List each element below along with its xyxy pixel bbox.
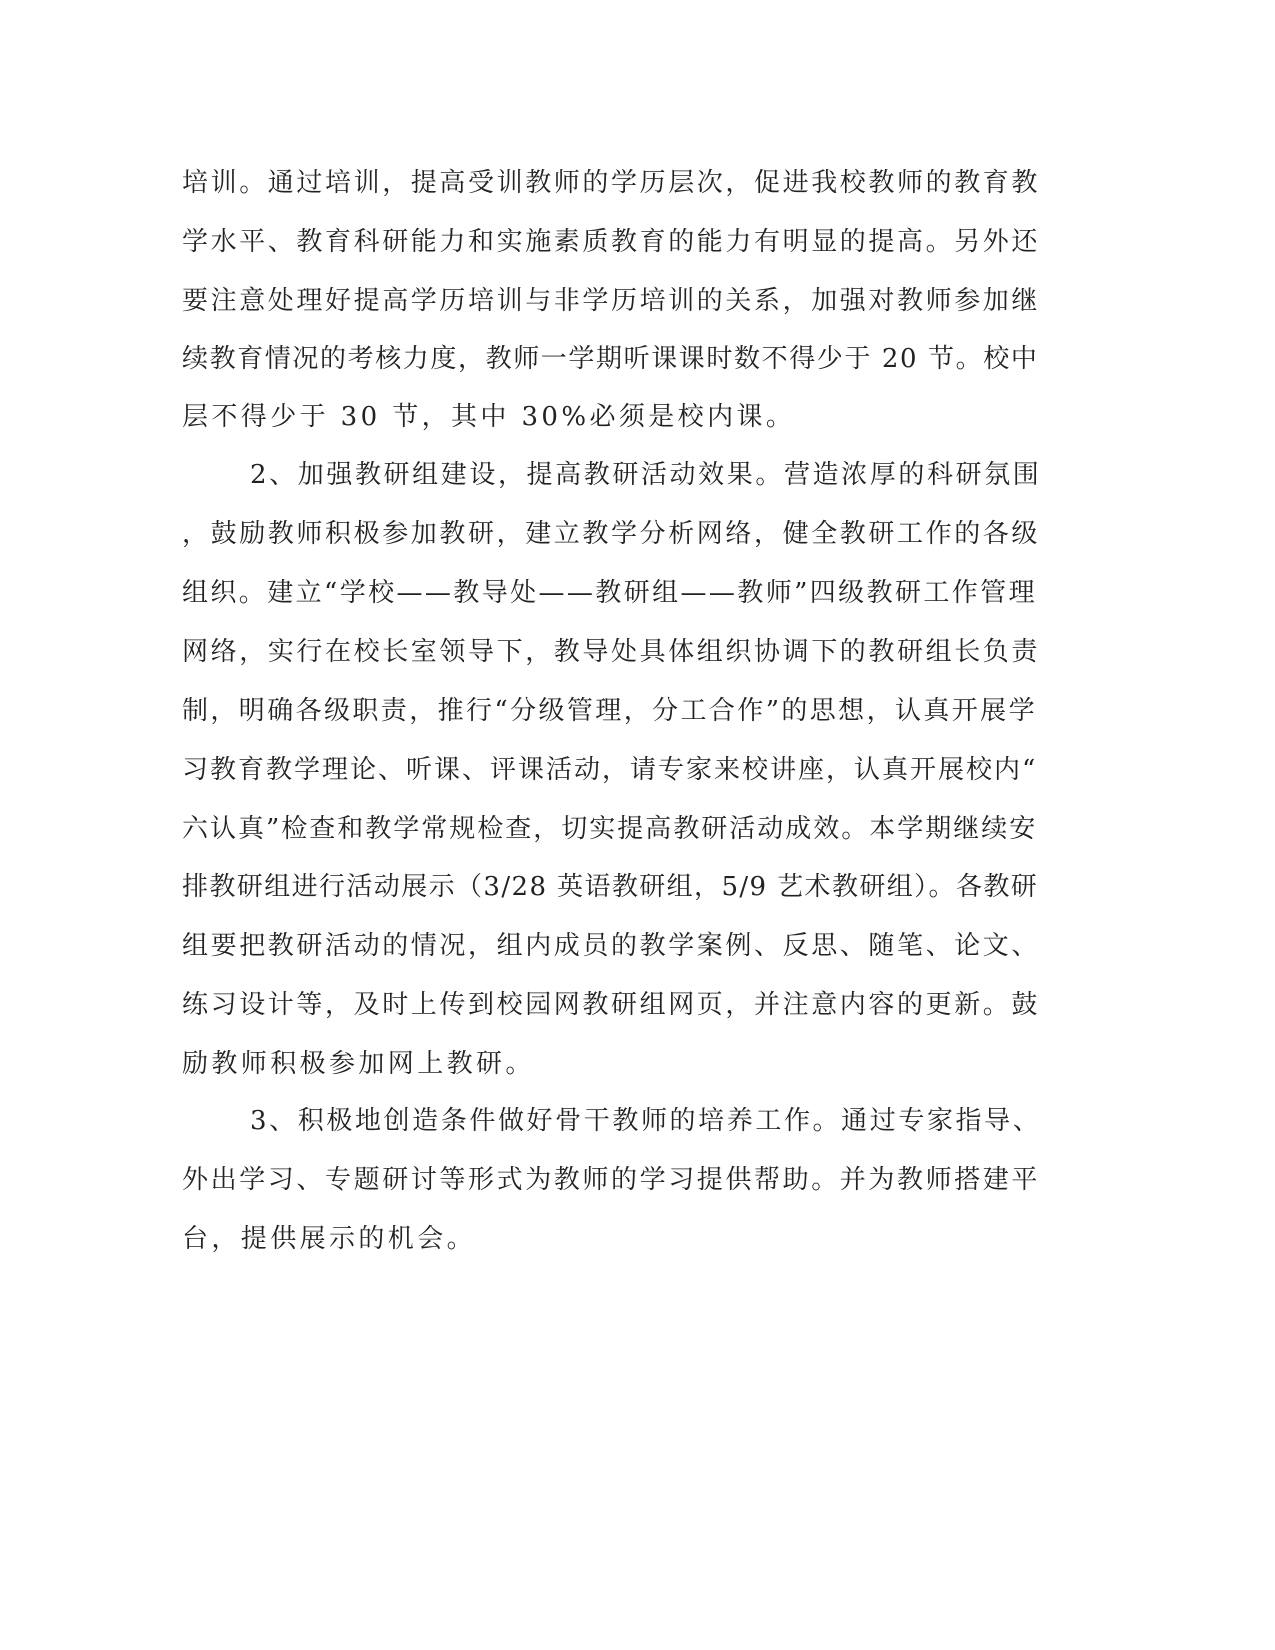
text-line: ，鼓励教师积极参加教研，建立教学分析网络，健全教研工作的各级	[182, 519, 1041, 549]
text-line: 练习设计等，及时上传到校园网教研组网页，并注意内容的更新。鼓	[182, 990, 1041, 1020]
text-line: 制，明确各级职责，推行“分级管理，分工合作”的思想，认真开展学	[182, 696, 1037, 726]
text-line: 2、加强教研组建设，提高教研活动效果。营造浓厚的科研氛围	[250, 460, 1042, 490]
text-line: 排教研组进行活动展示（3/28 英语教研组，5/9 艺术教研组）。各教研	[182, 872, 1039, 902]
text-line: 学水平、教育科研能力和实施素质教育的能力有明显的提高。另外还	[182, 227, 1041, 257]
text-line: 培训。通过培训，提高受训教师的学历层次，促进我校教师的教育教	[182, 168, 1041, 198]
text-line: 网络，实行在校长室领导下，教导处具体组织协调下的教研组长负责	[182, 637, 1041, 667]
text-line: 续教育情况的考核力度，教师一学期听课课时数不得少于 20 节。校中	[182, 344, 1039, 374]
text-line: 组要把教研活动的情况，组内成员的教学案例、反思、随笔、论文、	[182, 931, 1041, 961]
text-line: 层不得少于 30 节，其中 30%必须是校内课。	[182, 402, 796, 432]
text-line: 六认真”检查和教学常规检查，切实提高教研活动成效。本学期继续安	[182, 814, 1038, 844]
text-line: 外出学习、专题研讨等形式为教师的学习提供帮助。并为教师搭建平	[182, 1165, 1041, 1195]
text-line: 习教育教学理论、听课、评课活动，请专家来校讲座，认真开展校内“	[182, 755, 1038, 785]
text-line: 组织。建立“学校——教导处——教研组——教师”四级教研工作管理	[182, 578, 1037, 608]
text-line: 台，提供展示的机会。	[182, 1224, 477, 1254]
text-line: 要注意处理好提高学历培训与非学历培训的关系，加强对教师参加继	[182, 286, 1041, 316]
text-line: 3、积极地创造条件做好骨干教师的培养工作。通过专家指导、	[250, 1106, 1042, 1136]
text-line: 励教师积极参加网上教研。	[182, 1049, 535, 1079]
